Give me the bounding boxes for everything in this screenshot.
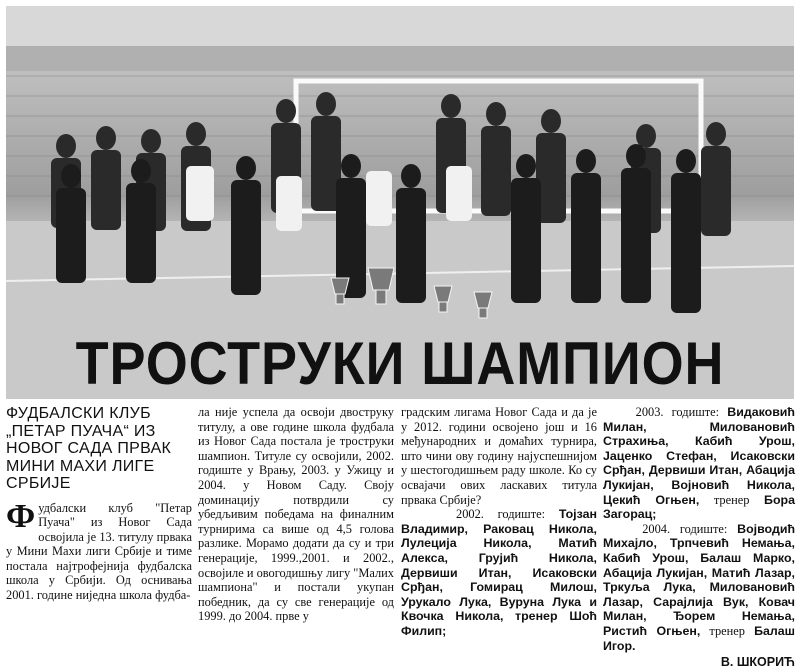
roster-2003-year: 2003. годиште: [635,405,720,419]
roster-2002-names: Тојзан Владимир, Раковац Никола, Лулеција Никола, Матић Алекса, Грујић Никола, Дервиши Итан, Исаковски Срђан, Гомирац Милош, Урукало Лука, Вуруна Лука и Квочка Никола, [401,507,597,624]
roster-2004 [603,522,795,653]
roster-2004-coach: Балаш Игор. [603,623,795,653]
roster-2003-coach: Бора Загорац; [603,492,795,522]
lead-paragraph [6,497,192,603]
roster-2003 [603,405,795,522]
roster-2002-coach: тренер Шоћ Филип; [401,609,597,638]
author-byline: В. ШКОРИЋ [720,655,795,670]
roster-2002-year: 2002. годиште: [456,507,546,522]
article-column-1 [6,405,192,603]
column-1-text: удбалски клуб "Петар Пуача" из Новог Сада освојила је 13. титулу првака у Мини Махи лиги Србије и тиме постала најтрофејнија фудбалска школа у Србији. Од оснивања 2001. године ниједна школа фудба- [6,500,192,603]
article-column-3 [401,405,597,639]
article-column-4 [603,405,795,670]
roster-2003-names: Видаковић Милан, Миловановић Страхиња, Кабић Урош, Јаценко Стефан, Исаковски Срђан, Дервиши Итан, Абација Лукијан, Војновић Никола, Цекић Огњен, [603,405,795,507]
roster-2004-year: 2004. годиште: [642,521,728,536]
roster-2004-coach-prefix: тренер [709,623,745,638]
article-column-2 [198,405,394,624]
subhead: ФУДБАЛСКИ КЛУБ „ПЕТАР ПУАЧА“ ИЗ НОВОГ САДА ПРВАК МИНИ МАХИ ЛИГЕ СРБИЈЕ [6,405,172,492]
headline: ТРОСТРУКИ ШАМПИОН [75,330,725,397]
roster-2003-coach-prefix: тренер [713,492,750,507]
drop-cap: Ф [6,497,36,535]
column-2-text: ла није успела да освоји двоструку титулу, а ове године школа фудбала из Новог Сада постала је троструки шампион. Титуле су освојили, 2002. годиште у Врању, 2003. у Ужицу и 2004. у Новом Саду. Своју доминацију потврдили су убедљивим победама на финалним турнирима са више од 4,5 голова разлике. Морамо додати да су и три генерације, 1999.,2001. и 2002., освојиле и овогодишњу лигу "Малих шампиона" и постали укупан победник, да су све генерације од 1999. до 2004. прве у [198,405,394,624]
roster-2002 [401,507,597,638]
roster-2004-names: Војводић Михајло, Трпчевић Немања, Кабић Урош, Балаш Марко, Абација Лукијан, Матић Лазар, Тркуља Лука, Миловановић Лазар, Сарајлија Вук, Ковач Милан, Ђорем Немања, Ристић Огњен, [603,521,796,638]
column-3-text: градским лигама Новог Сада и да је у 2012. години освојено још и 16 међународних и домаћих турнира, што чини ову годину најуспешнијом у шестогодишњем раду школе. Ко су освајачи ових ласкавих титула првака Србије? [401,405,597,507]
